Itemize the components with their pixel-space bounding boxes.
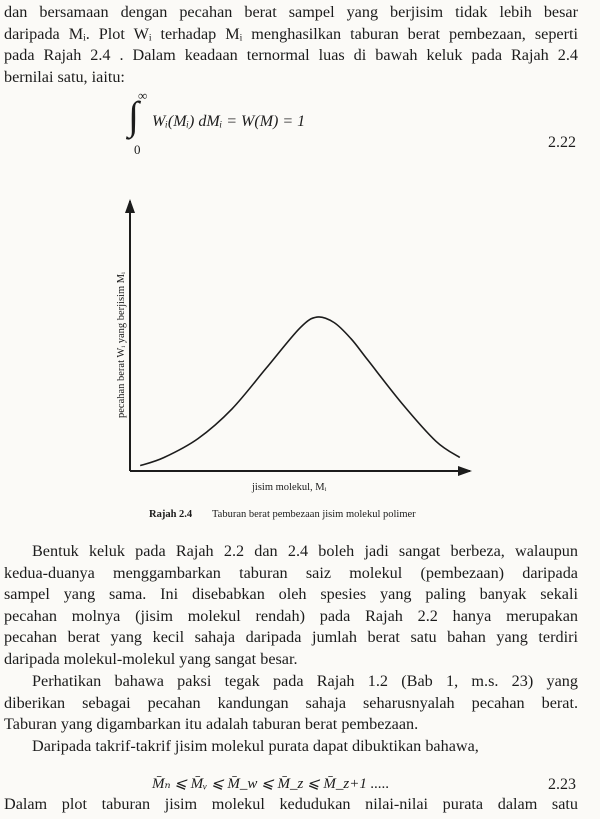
chart-axes bbox=[125, 199, 472, 476]
paragraph-line: diberikan sebagai pecahan kandungan sahaja seharusnyalah pecahan berat. bbox=[4, 693, 578, 712]
paragraph-line: daripada Mᵢ. Plot Wᵢ terhadap Mᵢ menghasilkan taburan berat pembezaan, seperti bbox=[4, 24, 578, 43]
figure-caption-text: Taburan berat pembezaan jisim molekul polimer bbox=[212, 509, 416, 520]
x-axis-label: jisim molekul, Mᵢ bbox=[252, 482, 327, 493]
figure-caption-label: Rajah 2.4 bbox=[149, 509, 193, 520]
paragraph-line: Daripada takrif-takrif jisim molekul purata dapat dibuktikan bahawa, bbox=[32, 737, 479, 755]
y-axis-label: pecahan berat Wᵢ yang berjisim Mᵢ bbox=[116, 272, 127, 418]
paragraph-line: daripada molekul-molekul yang sangat besar. bbox=[4, 649, 298, 668]
paragraph-line: Bentuk keluk pada Rajah 2.2 dan 2.4 boleh jadi sangat berbeza, walaupun bbox=[32, 542, 578, 560]
chart-curve-layer bbox=[140, 317, 460, 466]
paragraph-2 bbox=[4, 541, 578, 671]
weight-distribution-chart bbox=[100, 180, 480, 480]
equation-body: M̄ₙ ⩽ M̄ᵥ ⩽ M̄_w ⩽ M̄_z ⩽ M̄_z+1 ..... bbox=[152, 776, 390, 792]
paragraph-3 bbox=[4, 671, 578, 736]
paragraph-line: pada Rajah 2.4 . Dalam keadaan ternormal luas di bawah keluk pada Rajah 2.4 bbox=[4, 46, 578, 65]
paragraph-1 bbox=[4, 2, 578, 88]
integral-upper-limit: ∞ bbox=[138, 88, 148, 103]
x-axis-arrow bbox=[458, 466, 472, 476]
integral-sign: ∫ bbox=[128, 93, 139, 138]
equation-number: 2.23 bbox=[548, 776, 576, 793]
equation-body: Wᵢ(Mᵢ) dMᵢ = W(M) = 1 bbox=[152, 113, 306, 130]
paragraph-line: Perhatikan bahawa paksi tegak pada Rajah 1.2 (Bab 1, m.s. 23) yang bbox=[32, 672, 578, 690]
integral-lower-limit: 0 bbox=[134, 142, 141, 157]
paragraph-line: pecahan molnya (jisim molekul rendah) pada Rajah 2.2 hanya merupakan bbox=[4, 606, 578, 625]
equation-number: 2.22 bbox=[548, 134, 576, 151]
paragraph-line: Dalam plot taburan jisim molekul kedudukan nilai-nilai purata dalam satu bbox=[4, 795, 578, 813]
y-axis-arrow bbox=[125, 199, 135, 213]
paragraph-line: pecahan berat yang kecil sahaja daripada jumlah berat satu bahan yang terdiri bbox=[4, 628, 578, 647]
paragraph-line: sampel yang sama. Ini disebabkan oleh spesies yang paling banyak sekali bbox=[4, 585, 578, 604]
paragraph-line: kedua-duanya menggambarkan taburan saiz molekul (pembezaan) daripada bbox=[4, 563, 578, 582]
paragraph-line: dan bersamaan dengan pecahan berat sampel yang berjisim tidak lebih besar bbox=[4, 3, 578, 21]
distribution-curve bbox=[140, 317, 460, 466]
paragraph-line: bernilai satu, iaitu: bbox=[4, 67, 125, 86]
paragraph-4 bbox=[4, 736, 578, 758]
paragraph-5 bbox=[4, 794, 578, 816]
paragraph-line: Taburan yang digambarkan itu adalah taburan berat pembezaan. bbox=[4, 715, 419, 734]
